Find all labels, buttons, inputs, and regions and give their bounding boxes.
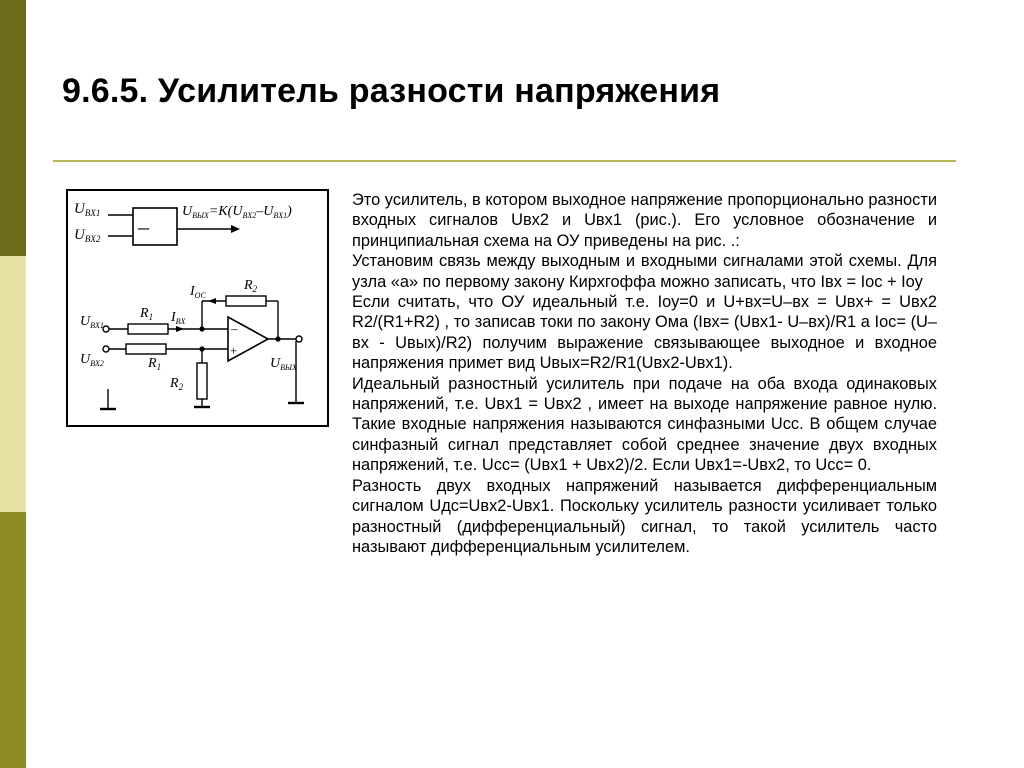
opamp-plus: + <box>230 343 238 358</box>
paragraph-intro: Это усилитель, в котором выходное напряжение пропорционально разности входных сигналов Uвх2 и Uвх1 (рис.). Его условное обозначение и принципиальная схема на ОУ приведены на рис. .: <box>352 191 937 250</box>
circuit-diagram <box>68 191 327 425</box>
resistor-r2-ground <box>197 363 207 399</box>
paragraph-kirchhoff: Установим связь между выходным и входными сигналами этой схемы. Для узла «а» по первому закону Кирхгоффа можно записать, что Iвх = Iос + Iоу <box>352 252 937 291</box>
r2-ground-label: $R_2$ <box>170 376 184 392</box>
output-terminal <box>296 336 302 342</box>
symbol-uin1-label: $U_{BX1}$ <box>74 201 101 218</box>
slide-body-text <box>352 190 937 557</box>
ioc-arrow <box>208 298 216 304</box>
input2-terminal <box>103 346 109 352</box>
ioc-label: $I_{OC}$ <box>190 284 206 300</box>
side-stripe-top <box>0 0 26 256</box>
title-divider <box>53 160 956 162</box>
paragraph-ideal-opamp: Если считать, что ОУ идеальный т.е. Iоу=0 и U+вх=U–вх = Uвх+ = Uвх2 R2/(R1+R2) , то записав токи по закону Ома (Iвх= (Uвх1- U–вх)/R1 а Iос= (U–вх - Uвых)/R2) получим выражение связывающее выходное и входное напряжения примет вид Uвых=R2/R1(Uвх2-Uвх1). <box>352 293 937 373</box>
output-node <box>275 336 280 341</box>
r1-top-label: $R_1$ <box>140 306 154 322</box>
schem-uin2-label: $U_{BX2}$ <box>80 352 104 368</box>
resistor-r1-bottom <box>126 344 166 354</box>
circuit-figure <box>66 189 329 427</box>
side-stripe-bottom <box>0 512 26 768</box>
symbol-uin2-label: $U_{BX2}$ <box>74 227 101 244</box>
r1-bottom-label: $R_1$ <box>148 356 162 372</box>
r2-feedback-label: $R_2$ <box>244 278 258 294</box>
symbol-output-formula: $U_{ВЫХ}=K(U_{BX2}-U_{BX1})$ <box>182 204 292 220</box>
paragraph-common-mode: Идеальный разностный усилитель при подаче на оба входа одинаковых напряжений, т.е. Uвх1 = Uвх2 , имеет на выходе напряжение равное нулю. Такие входные напряжения называются синфазными Uсс. В общем случае синфазный сигнал представляет собой среднее значение двух входных напряжений, т.е. Uсс= (Uвх1 + Uвх2)/2. Если Uвх1=-Uвх2, то Uсс= 0. <box>352 374 937 475</box>
slide-title: 9.6.5. Усилитель разности напряжения <box>62 72 721 110</box>
schem-uin1-label: $U_{BX1}$ <box>80 314 104 330</box>
ibx-arrow <box>176 326 184 332</box>
opamp-minus: – <box>231 321 238 336</box>
resistor-r2-feedback <box>226 296 266 306</box>
symbol-output-arrow <box>231 225 240 233</box>
side-stripe-middle <box>0 256 26 512</box>
ibx-label: $I_{BX}$ <box>171 310 186 326</box>
resistor-r1-top <box>128 324 168 334</box>
paragraph-differential: Разность двух входных напряжений называется дифференциальным сигналом Uдс=Uвх2-Uвх1. Поскольку усилитель разности усиливает только разностный (дифференциальный) сигнал, то такой усилитель часто называют дифференциальным усилителем. <box>352 476 937 556</box>
symbol-minus: – <box>138 214 149 239</box>
uout-label: $U_{ВЫХ}$ <box>270 356 297 372</box>
